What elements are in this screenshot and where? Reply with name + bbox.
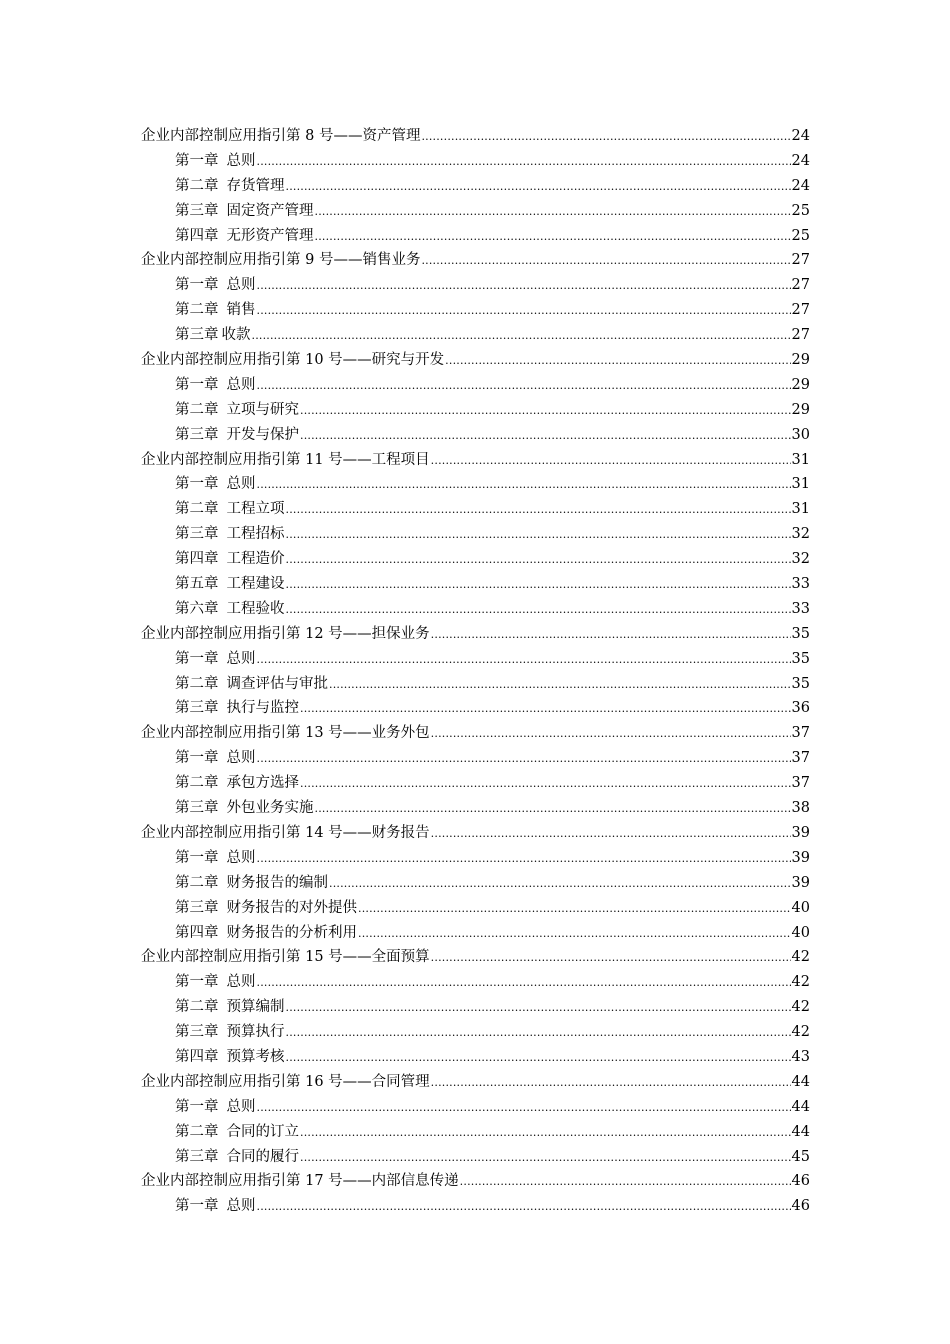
toc-page-number: 29: [791, 376, 810, 393]
toc-title-text: 合同的订立: [226, 1123, 299, 1140]
toc-dot-leader: [315, 796, 791, 822]
toc-entry-chapter[interactable]: [141, 647, 810, 672]
toc-dot-leader: [286, 597, 791, 623]
toc-chapter-number: 第四章: [175, 924, 219, 941]
toc-entry-title: [175, 497, 285, 522]
toc-dot-leader: [286, 1020, 791, 1046]
toc-dot-leader: [431, 821, 791, 847]
toc-title-text: 财务报告的分析利用: [226, 924, 357, 941]
toc-dot-leader: [257, 846, 791, 872]
toc-page-number: 33: [791, 600, 810, 617]
toc-title-text: 预算编制: [226, 999, 285, 1016]
toc-dot-leader: [431, 1070, 791, 1096]
toc-dot-leader: [286, 522, 791, 548]
toc-dot-leader: [315, 224, 791, 250]
toc-entry-title: [175, 1045, 285, 1070]
toc-title-text: 销售: [226, 302, 256, 319]
toc-page-number: 29: [791, 352, 810, 369]
toc-entry-chapter[interactable]: [141, 423, 810, 448]
toc-page-number: 25: [791, 202, 810, 219]
toc-chapter-number: 第一章: [175, 750, 219, 767]
toc-entry-title: [141, 622, 430, 647]
toc-title-text: 开发与保护: [226, 426, 299, 443]
toc-title-text: 承包方选择: [226, 775, 299, 792]
toc-page-number: 24: [791, 177, 810, 194]
toc-chapter-number: 第二章: [175, 675, 219, 692]
toc-dot-leader: [300, 423, 791, 449]
toc-entry-chapter[interactable]: [141, 921, 810, 946]
toc-title-text: 执行与监控: [226, 700, 299, 717]
toc-entry-chapter[interactable]: [141, 497, 810, 522]
toc-page-number: 24: [791, 152, 810, 169]
toc-dot-leader: [329, 871, 791, 897]
toc-dot-leader: [431, 721, 791, 747]
toc-page-number: 27: [791, 277, 810, 294]
toc-dot-leader: [257, 1095, 791, 1121]
toc-dot-leader: [286, 995, 791, 1021]
toc-title-text: 总则: [226, 376, 256, 393]
toc-chapter-number: 第三章: [175, 1148, 219, 1165]
toc-entry-title: [175, 273, 256, 298]
toc-page-number: 39: [791, 874, 810, 891]
toc-title-text: 外包业务实施: [226, 800, 314, 817]
toc-entry-chapter[interactable]: [141, 771, 810, 796]
toc-dot-leader: [286, 174, 791, 200]
toc-page-number: 32: [791, 551, 810, 568]
toc-title-text: 企业内部控制应用指引第 9 号——销售业务: [141, 252, 421, 269]
toc-page-number: 30: [791, 426, 810, 443]
toc-title-text: 企业内部控制应用指引第 16 号——合同管理: [141, 1073, 430, 1090]
toc-entry-title: [175, 696, 299, 721]
toc-title-text: 总则: [226, 152, 256, 169]
toc-entry-chapter[interactable]: [141, 995, 810, 1020]
table-of-contents: [141, 124, 810, 1219]
toc-entry-title: [175, 472, 256, 497]
toc-title-text: 企业内部控制应用指引第 13 号——业务外包: [141, 725, 430, 742]
toc-title-text: 财务报告的对外提供: [226, 899, 357, 916]
toc-page-number: 32: [791, 526, 810, 543]
toc-entry-chapter[interactable]: [141, 273, 810, 298]
toc-title-text: 固定资产管理: [226, 202, 314, 219]
toc-entry-guideline[interactable]: [141, 622, 810, 647]
toc-title-text: 总则: [226, 1198, 256, 1215]
toc-entry-title: [175, 746, 256, 771]
toc-entry-chapter[interactable]: [141, 970, 810, 995]
toc-chapter-number: 第一章: [175, 1198, 219, 1215]
toc-title-text: 总则: [226, 750, 256, 767]
toc-page-number: 40: [791, 899, 810, 916]
toc-entry-title: [141, 124, 420, 149]
toc-entry-guideline[interactable]: [141, 721, 810, 746]
toc-dot-leader: [286, 497, 791, 523]
toc-page-number: 31: [791, 476, 810, 493]
toc-title-text: 企业内部控制应用指引第 14 号——财务报告: [141, 824, 430, 841]
toc-chapter-number: 第二章: [175, 999, 219, 1016]
toc-dot-leader: [257, 1194, 791, 1220]
toc-entry-title: [141, 945, 430, 970]
toc-title-text: 工程立项: [226, 501, 285, 518]
toc-chapter-number: 第一章: [175, 849, 219, 866]
toc-entry-chapter[interactable]: [141, 672, 810, 697]
toc-page-number: 39: [791, 849, 810, 866]
toc-entry-chapter[interactable]: [141, 199, 810, 224]
toc-dot-leader: [257, 970, 791, 996]
toc-entry-chapter[interactable]: [141, 547, 810, 572]
toc-entry-chapter[interactable]: [141, 373, 810, 398]
toc-title-text: 企业内部控制应用指引第 8 号——资产管理: [141, 128, 421, 144]
toc-page-number: 27: [791, 327, 810, 344]
toc-chapter-number: 第一章: [175, 1098, 219, 1115]
toc-chapter-number: 第一章: [175, 650, 219, 667]
toc-dot-leader: [257, 647, 791, 673]
toc-title-text: 调查评估与审批: [226, 675, 328, 692]
toc-entry-chapter[interactable]: [141, 896, 810, 921]
toc-chapter-number: 第三章: [175, 800, 219, 817]
toc-dot-leader: [358, 921, 791, 947]
toc-entry-chapter[interactable]: [141, 1145, 810, 1170]
toc-chapter-number: 第一章: [175, 476, 219, 493]
toc-title-text: 企业内部控制应用指引第 17 号——内部信息传递: [141, 1173, 459, 1190]
toc-chapter-number: 第三章: [175, 526, 219, 543]
toc-chapter-number: 第二章: [175, 1123, 219, 1140]
toc-entry-chapter[interactable]: [141, 871, 810, 896]
toc-dot-leader: [300, 1145, 791, 1171]
toc-entry-chapter[interactable]: [141, 323, 810, 348]
toc-chapter-number: 第一章: [175, 974, 219, 991]
toc-dot-leader: [286, 1045, 791, 1071]
toc-page-number: 42: [791, 1024, 810, 1041]
toc-dot-leader: [252, 323, 791, 349]
toc-chapter-number: 第二章: [175, 775, 219, 792]
toc-page-number: 24: [791, 128, 810, 144]
toc-page-number: 37: [791, 750, 810, 767]
toc-title-text: 工程招标: [226, 526, 285, 543]
toc-title-text: 工程建设: [226, 576, 285, 593]
toc-chapter-number: 第二章: [175, 177, 219, 194]
toc-page-number: 27: [791, 302, 810, 319]
toc-entry-title: [141, 248, 420, 273]
toc-title-text: 总则: [226, 849, 256, 866]
toc-dot-leader: [300, 1120, 791, 1146]
toc-chapter-number: 第一章: [175, 376, 219, 393]
toc-chapter-number: 第三章: [175, 899, 219, 916]
toc-chapter-number: 第三章: [175, 327, 219, 344]
toc-entry-title: [175, 995, 285, 1020]
toc-title-text: 总则: [226, 650, 256, 667]
toc-entry-title: [175, 149, 256, 174]
toc-chapter-number: 第三章: [175, 700, 219, 717]
toc-entry-guideline[interactable]: [141, 821, 810, 846]
toc-page-number: 40: [791, 924, 810, 941]
toc-entry-title: [175, 199, 314, 224]
toc-page-number: 46: [791, 1198, 810, 1215]
toc-entry-title: [175, 647, 256, 672]
toc-chapter-number: 第二章: [175, 874, 219, 891]
toc-entry-chapter[interactable]: [141, 1095, 810, 1120]
toc-entry-title: [175, 896, 357, 921]
toc-title-text: 工程造价: [226, 551, 285, 568]
toc-chapter-number: 第五章: [175, 576, 219, 593]
toc-entry-chapter[interactable]: [141, 522, 810, 547]
toc-entry-chapter[interactable]: [141, 846, 810, 871]
toc-entry-title: [141, 721, 430, 746]
toc-chapter-number: 第三章: [175, 202, 219, 219]
toc-dot-leader: [257, 149, 791, 175]
toc-chapter-number: 第四章: [175, 551, 219, 568]
toc-page-number: 39: [791, 824, 810, 841]
toc-dot-leader: [300, 771, 791, 797]
toc-entry-title: [175, 224, 314, 249]
toc-entry-title: [175, 1145, 299, 1170]
toc-entry-guideline[interactable]: [141, 1070, 810, 1095]
toc-page-number: 38: [791, 800, 810, 817]
toc-dot-leader: [257, 472, 791, 498]
toc-entry-guideline[interactable]: [141, 248, 810, 273]
toc-title-text: 总则: [226, 1098, 256, 1115]
toc-entry-title: [175, 572, 285, 597]
toc-entry-chapter[interactable]: [141, 1020, 810, 1045]
toc-chapter-number: 第二章: [175, 401, 219, 418]
toc-entry-title: [175, 796, 314, 821]
toc-entry-chapter[interactable]: [141, 398, 810, 423]
toc-page-number: 31: [791, 451, 810, 468]
toc-page-number: 44: [791, 1098, 810, 1115]
toc-entry-title: [175, 423, 299, 448]
toc-dot-leader: [257, 298, 791, 324]
toc-entry-title: [175, 174, 285, 199]
toc-chapter-number: 第二章: [175, 501, 219, 518]
toc-page-number: 42: [791, 999, 810, 1016]
toc-dot-leader: [300, 696, 791, 722]
toc-entry-title: [175, 771, 299, 796]
toc-title-text: 总则: [226, 974, 256, 991]
toc-page-number: 31: [791, 501, 810, 518]
toc-entry-title: [175, 522, 285, 547]
toc-entry-title: [175, 672, 328, 697]
toc-entry-title: [175, 846, 256, 871]
toc-title-text: 存货管理: [226, 177, 285, 194]
toc-entry-chapter[interactable]: [141, 1120, 810, 1145]
toc-entry-guideline[interactable]: [141, 448, 810, 473]
toc-title-text: 预算考核: [226, 1048, 285, 1065]
toc-page-number: 33: [791, 576, 810, 593]
toc-entry-title: [175, 298, 256, 323]
toc-dot-leader: [421, 124, 790, 150]
toc-chapter-number: 第四章: [175, 1048, 219, 1065]
toc-dot-leader: [315, 199, 791, 225]
toc-dot-leader: [431, 945, 791, 971]
toc-title-text: 总则: [226, 476, 256, 493]
toc-dot-leader: [257, 273, 791, 299]
toc-entry-chapter[interactable]: [141, 696, 810, 721]
toc-entry-title: [141, 348, 444, 373]
toc-entry-chapter[interactable]: [141, 572, 810, 597]
toc-dot-leader: [445, 348, 790, 374]
toc-entry-guideline[interactable]: [141, 124, 810, 149]
toc-entry-title: [175, 1020, 285, 1045]
toc-entry-title: [175, 921, 357, 946]
toc-entry-title: [175, 373, 256, 398]
toc-entry-chapter[interactable]: [141, 149, 810, 174]
toc-chapter-number: 第三章: [175, 426, 219, 443]
toc-chapter-number: 第一章: [175, 277, 219, 294]
toc-page-number: 37: [791, 725, 810, 742]
toc-page-number: 46: [791, 1173, 810, 1190]
toc-page-number: 45: [791, 1148, 810, 1165]
toc-dot-leader: [460, 1169, 791, 1195]
toc-dot-leader: [300, 398, 791, 424]
toc-dot-leader: [431, 622, 791, 648]
toc-page-number: 35: [791, 625, 810, 642]
toc-title-text: 工程验收: [226, 600, 285, 617]
toc-entry-guideline[interactable]: [141, 348, 810, 373]
toc-title-text: 总则: [226, 277, 256, 294]
toc-title-text: 企业内部控制应用指引第 12 号——担保业务: [141, 625, 430, 642]
toc-dot-leader: [358, 896, 791, 922]
toc-dot-leader: [421, 248, 790, 274]
toc-entry-chapter[interactable]: [141, 746, 810, 771]
toc-entry-title: [175, 1095, 256, 1120]
toc-page-number: 37: [791, 775, 810, 792]
toc-title-text: 无形资产管理: [226, 227, 314, 244]
toc-page-number: 43: [791, 1048, 810, 1065]
toc-page-number: 25: [791, 227, 810, 244]
toc-page-number: 27: [791, 252, 810, 269]
toc-title-text: 企业内部控制应用指引第 10 号——研究与开发: [141, 352, 445, 369]
toc-dot-leader: [329, 672, 791, 698]
toc-chapter-number: 第二章: [175, 302, 219, 319]
toc-entry-title: [141, 448, 430, 473]
toc-dot-leader: [286, 572, 791, 598]
toc-dot-leader: [431, 448, 791, 474]
toc-entry-guideline[interactable]: [141, 945, 810, 970]
toc-entry-title: [175, 871, 328, 896]
toc-chapter-number: 第三章: [175, 1024, 219, 1041]
toc-chapter-number: 第一章: [175, 152, 219, 169]
toc-entry-chapter[interactable]: [141, 224, 810, 249]
toc-title-text: 企业内部控制应用指引第 15 号——全面预算: [141, 949, 430, 966]
toc-entry-title: [141, 1169, 459, 1194]
toc-entry-chapter[interactable]: [141, 597, 810, 622]
toc-dot-leader: [257, 373, 791, 399]
toc-title-text: 企业内部控制应用指引第 11 号——工程项目: [141, 451, 430, 468]
toc-title-text: 收款: [221, 327, 251, 344]
toc-title-text: 合同的履行: [226, 1148, 299, 1165]
toc-entry-chapter[interactable]: [141, 298, 810, 323]
toc-page-number: 29: [791, 401, 810, 418]
toc-entry-title: [175, 1194, 256, 1219]
toc-page-number: 42: [791, 974, 810, 991]
toc-entry-chapter[interactable]: [141, 1045, 810, 1070]
toc-page-number: 35: [791, 650, 810, 667]
toc-dot-leader: [286, 547, 791, 573]
toc-entry-chapter[interactable]: [141, 1194, 810, 1219]
toc-page-number: 44: [791, 1123, 810, 1140]
toc-page-number: 36: [791, 700, 810, 717]
toc-entry-title: [175, 323, 251, 348]
toc-entry-title: [141, 1070, 430, 1095]
toc-page-number: 44: [791, 1073, 810, 1090]
toc-entry-guideline[interactable]: [141, 1169, 810, 1194]
toc-chapter-number: 第四章: [175, 227, 219, 244]
toc-entry-chapter[interactable]: [141, 796, 810, 821]
toc-page-number: 42: [791, 949, 810, 966]
toc-chapter-number: 第六章: [175, 600, 219, 617]
toc-dot-leader: [257, 746, 791, 772]
toc-entry-chapter[interactable]: [141, 174, 810, 199]
toc-entry-chapter[interactable]: [141, 472, 810, 497]
toc-title-text: 立项与研究: [226, 401, 299, 418]
toc-title-text: 财务报告的编制: [226, 874, 328, 891]
toc-entry-title: [141, 821, 430, 846]
toc-title-text: 预算执行: [226, 1024, 285, 1041]
toc-entry-title: [175, 597, 285, 622]
toc-entry-title: [175, 1120, 299, 1145]
toc-entry-title: [175, 970, 256, 995]
toc-page-number: 35: [791, 675, 810, 692]
toc-entry-title: [175, 398, 299, 423]
toc-entry-title: [175, 547, 285, 572]
